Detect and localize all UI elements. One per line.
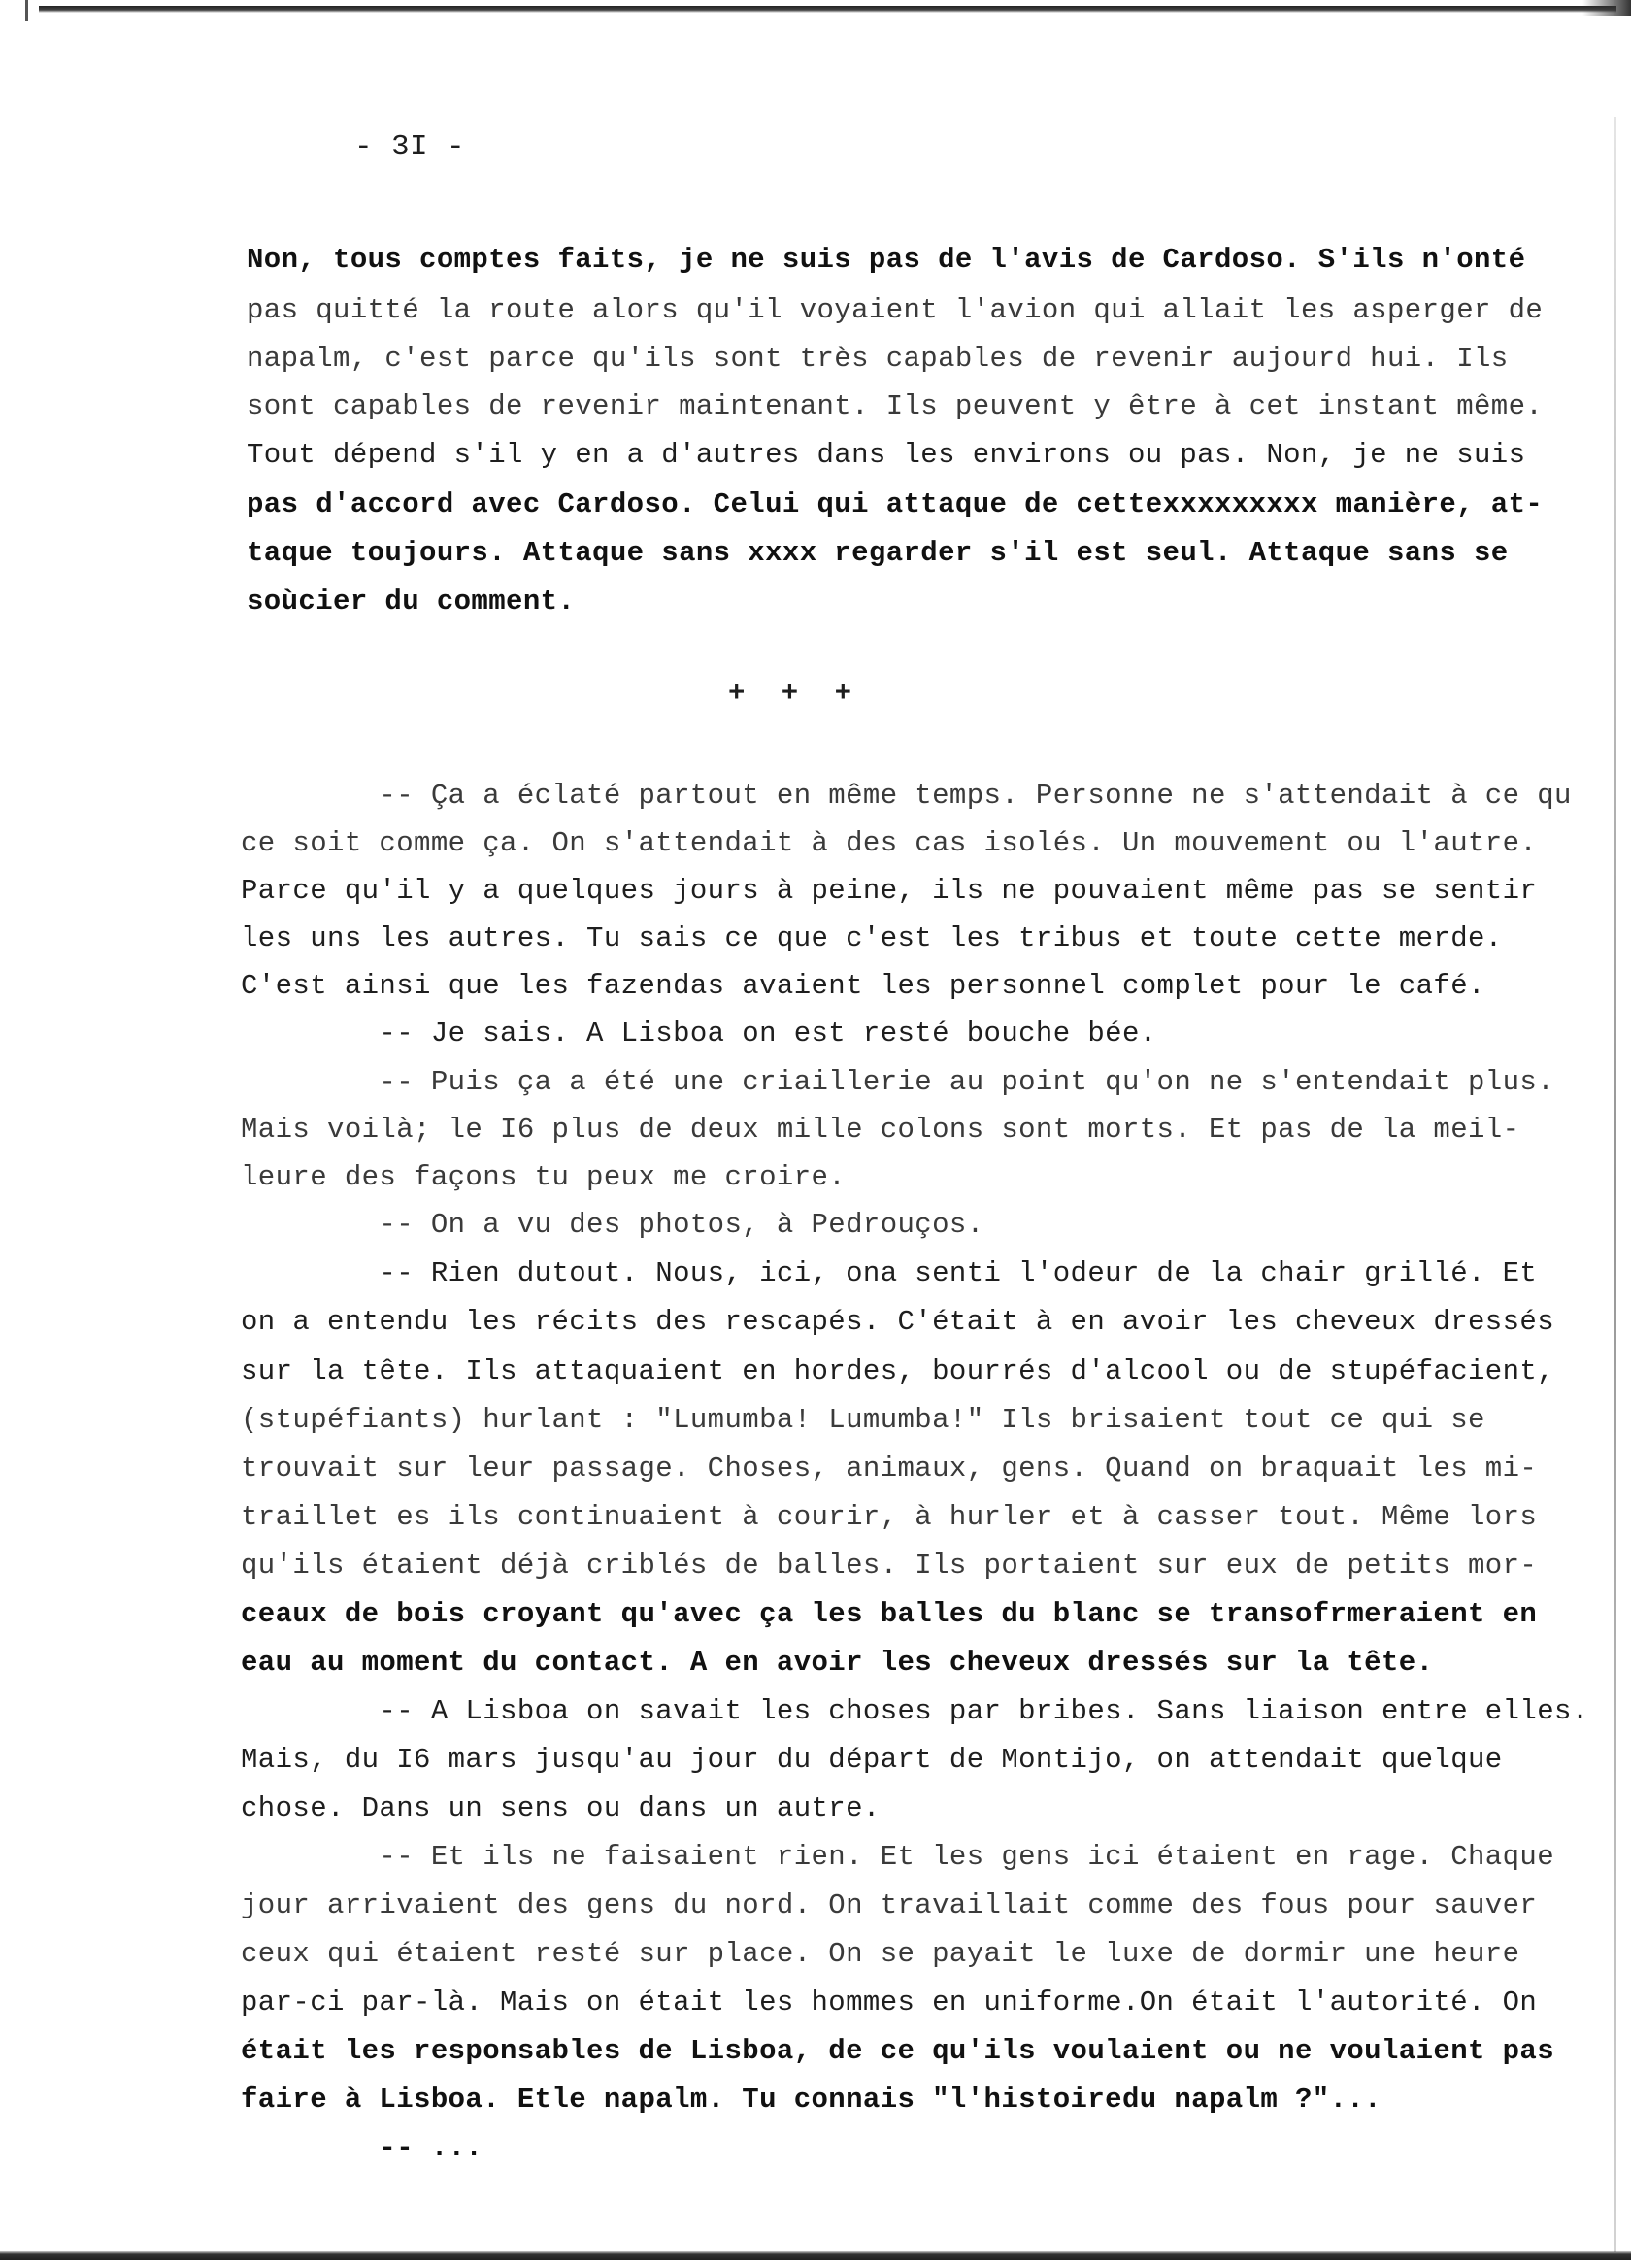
dialogue-line-26: par-ci par-là. Mais on était les hommes en uniforme.On était l'autorité. On [241,1986,1538,2018]
paragraph-1-line-2: pas quitté la route alors qu'il voyaient l'avion qui allait les asperger de [247,294,1544,326]
dialogue-line-15: trouvait sur leur passage. Choses, animaux, gens. Quand on braquait les mi- [241,1452,1538,1484]
paragraph-1-line-4: sont capables de revenir maintenant. Ils peuvent y être à cet instant même. [247,390,1544,422]
dialogue-line-17: qu'ils étaient déjà criblés de balles. Ils portaient sur eux de petits mor- [241,1550,1538,1582]
paragraph-1-line-5: Tout dépend s'il y en a d'autres dans les environs ou pas. Non, je ne suis [247,439,1526,471]
paragraph-1-line-1: Non, tous comptes faits, je ne suis pas de l'avis de Cardoso. S'ils n'onté [247,244,1526,276]
dialogue-line-2: ce soit comme ça. On s'attendait à des cas isolés. Un mouvement ou l'autre. [241,827,1538,859]
scan-corner-top-right [1582,0,1631,16]
dialogue-line-8: Mais voilà; le I6 plus de deux mille colons sont morts. Et pas de la meil- [241,1114,1520,1146]
dialogue-line-7: -- Puis ça a été une criaillerie au point qu'on ne s'entendait plus. [241,1066,1555,1098]
dialogue-line-1: -- Ça a éclaté partout en même temps. Personne ne s'attendait à ce qu [241,780,1572,812]
paragraph-1-line-6: pas d'accord avec Cardoso. Celui qui attaque de cettexxxxxxxxx manière, at- [247,488,1544,520]
dialogue-line-29: -- ... [241,2132,483,2164]
dialogue-line-16: traillet es ils continuaient à courir, à hurler et à casser tout. Même lors [241,1501,1538,1533]
dialogue-line-28: faire à Lisboa. Etle napalm. Tu connais "l'histoiredu napalm ?"... [241,2084,1381,2116]
dialogue-line-19: eau au moment du contact. A en avoir les cheveux dressés sur la tête. [241,1647,1434,1679]
dialogue-line-22: chose. Dans un sens ou dans un autre. [241,1792,881,1824]
dialogue-line-14: (stupéfiants) hurlant : "Lumumba! Lumumba!" Ils brisaient tout ce qui se [241,1404,1485,1436]
scan-edge-left [25,0,28,21]
dialogue-line-6: -- Je sais. A Lisboa on est resté bouche bée. [241,1017,1157,1050]
dialogue-line-18: ceaux de bois croyant qu'avec ça les balles du blanc se transofrmeraient en [241,1598,1538,1630]
paragraph-1-line-8: soùcier du comment. [247,585,576,617]
scan-edge-right [1614,117,1616,2252]
dialogue-line-12: on a entendu les récits des rescapés. C'était à en avoir les cheveux dressés [241,1306,1555,1338]
dialogue-line-21: Mais, du I6 mars jusqu'au jour du départ de Montijo, on attendait quelque [241,1744,1503,1776]
dialogue-line-10: -- On a vu des photos, à Pedrouços. [241,1209,984,1241]
section-separator: + + + [728,678,862,710]
dialogue-line-20: -- A Lisboa on savait les choses par bribes. Sans liaison entre elles. [241,1695,1589,1727]
dialogue-line-23: -- Et ils ne faisaient rien. Et les gens ici étaient en rage. Chaque [241,1841,1555,1873]
dialogue-line-4: les uns les autres. Tu sais ce que c'est les tribus et toute cette merde. [241,922,1503,954]
dialogue-line-11: -- Rien dutout. Nous, ici, ona senti l'odeur de la chair grillé. Et [241,1257,1538,1289]
paragraph-1-line-7: taque toujours. Attaque sans xxxx regarder s'il est seul. Attaque sans se [247,537,1509,569]
scan-edge-bottom [0,2251,1631,2260]
dialogue-line-13: sur la tête. Ils attaquaient en hordes, bourrés d'alcool ou de stupéfacient, [241,1355,1555,1387]
scan-edge-top [39,6,1616,13]
paragraph-1-line-3: napalm, c'est parce qu'ils sont très capables de revenir aujourd hui. Ils [247,343,1509,375]
dialogue-line-3: Parce qu'il y a quelques jours à peine, ils ne pouvaient même pas se sentir [241,875,1538,907]
dialogue-line-24: jour arrivaient des gens du nord. On travaillait comme des fous pour sauver [241,1889,1538,1921]
dialogue-line-9: leure des façons tu peux me croire. [241,1161,847,1193]
dialogue-line-25: ceux qui étaient resté sur place. On se payait le luxe de dormir une heure [241,1938,1520,1970]
page-number: - 3I - [354,130,466,164]
dialogue-line-27: était les responsables de Lisboa, de ce qu'ils voulaient ou ne voulaient pas [241,2035,1555,2067]
dialogue-line-5: C'est ainsi que les fazendas avaient les personnel complet pour le café. [241,970,1485,1002]
